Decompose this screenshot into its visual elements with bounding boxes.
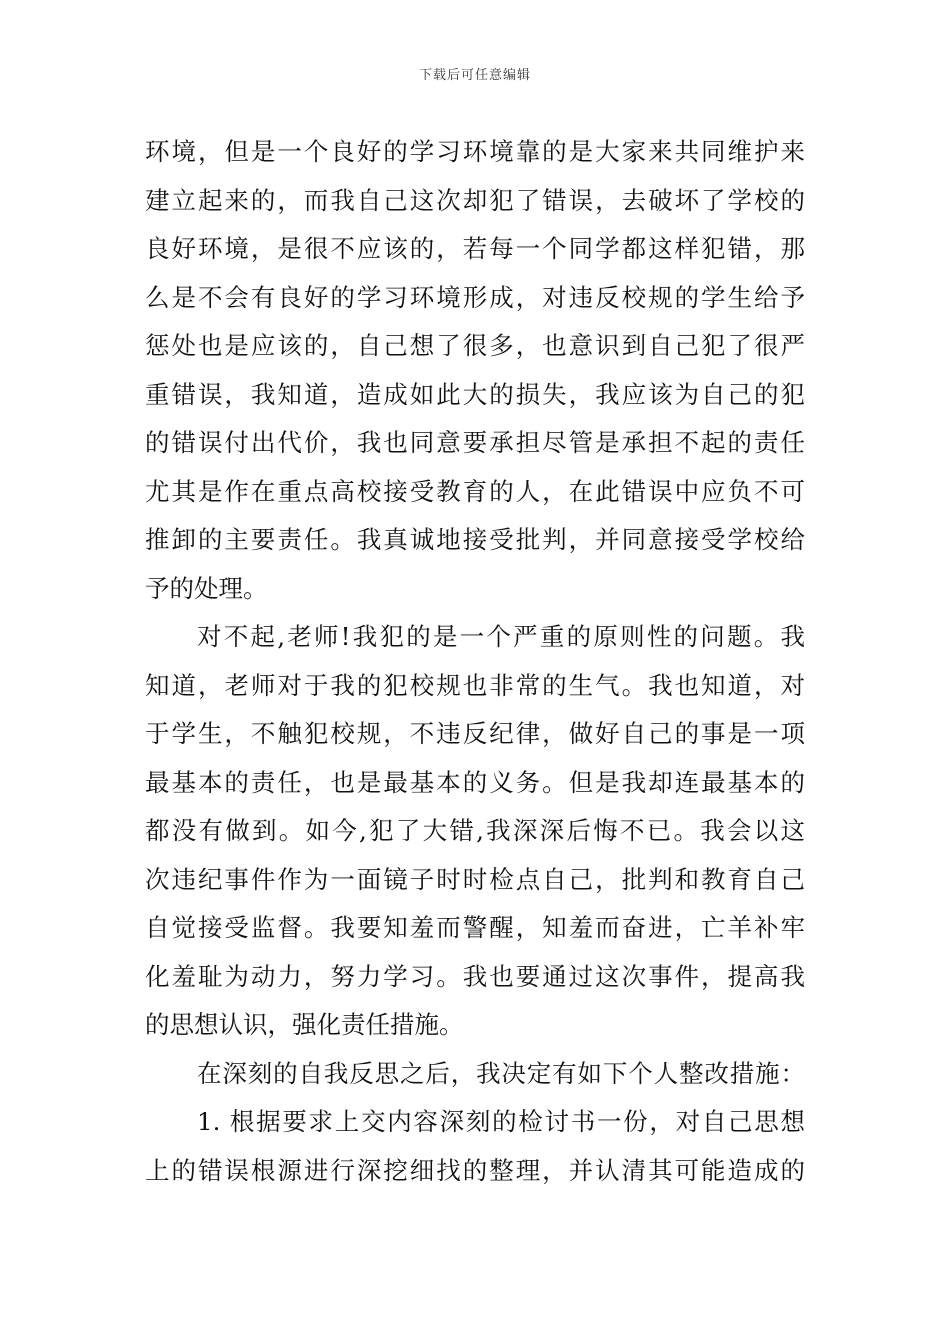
text-line: 良好环境，是很不应该的，若每一个同学都这样犯错，那 bbox=[145, 234, 805, 263]
text-line: 重错误，我知道，造成如此大的损失，我应该为自己的犯 bbox=[145, 379, 805, 409]
text-line: 尤其是作在重点高校接受教育的人，在此错误中应负不可 bbox=[145, 476, 805, 506]
text-line: 化羞耻为动力，努力学习。我也要通过这次事件，提高我 bbox=[145, 961, 805, 991]
text-line: 在深刻的自我反思之后，我决定有如下个人整改措施： bbox=[197, 1058, 805, 1088]
text-line: 的错误付出代价，我也同意要承担尽管是承担不起的责任 bbox=[145, 428, 805, 457]
text-line: 么是不会有良好的学习环境形成，对违反校规的学生给予 bbox=[145, 282, 805, 312]
text-line: 的思想认识，强化责任措施。 bbox=[145, 1010, 464, 1039]
text-line: 知道，老师对于我的犯校规也非常的生气。我也知道，对 bbox=[145, 670, 805, 700]
text-line: 建立起来的，而我自己这次却犯了错误，去破坏了学校的 bbox=[145, 185, 805, 215]
document-body bbox=[145, 128, 805, 1195]
text-line: 上的错误根源进行深挖细找的整理，并认清其可能造成的 bbox=[145, 1155, 805, 1185]
text-line: 1. 根据要求上交内容深刻的检讨书一份，对自己思想 bbox=[197, 1107, 805, 1136]
text-line: 次违纪事件作为一面镜子时时检点自己，批判和教育自己 bbox=[145, 864, 805, 894]
text-line: 最基本的责任，也是最基本的义务。但是我却连最基本的 bbox=[145, 767, 805, 797]
text-line: 推卸的主要责任。我真诚地接受批判，并同意接受学校给 bbox=[145, 525, 805, 554]
text-line: 于学生，不触犯校规，不违反纪律，做好自己的事是一项 bbox=[145, 719, 805, 748]
text-line: 惩处也是应该的，自己想了很多，也意识到自己犯了很严 bbox=[145, 331, 805, 360]
text-line: 予的处理。 bbox=[145, 573, 268, 603]
text-line: 自觉接受监督。我要知羞而警醒，知羞而奋进，亡羊补牢 bbox=[145, 913, 805, 942]
page-header: 下载后可任意编辑 bbox=[418, 68, 531, 83]
text-line: 都没有做到。如今,犯了大错,我深深后悔不已。我会以这 bbox=[145, 816, 805, 845]
text-line: 对不起,老师!我犯的是一个严重的原则性的问题。我 bbox=[197, 622, 805, 651]
text-line: 环境，但是一个良好的学习环境靠的是大家来共同维护来 bbox=[145, 137, 805, 166]
